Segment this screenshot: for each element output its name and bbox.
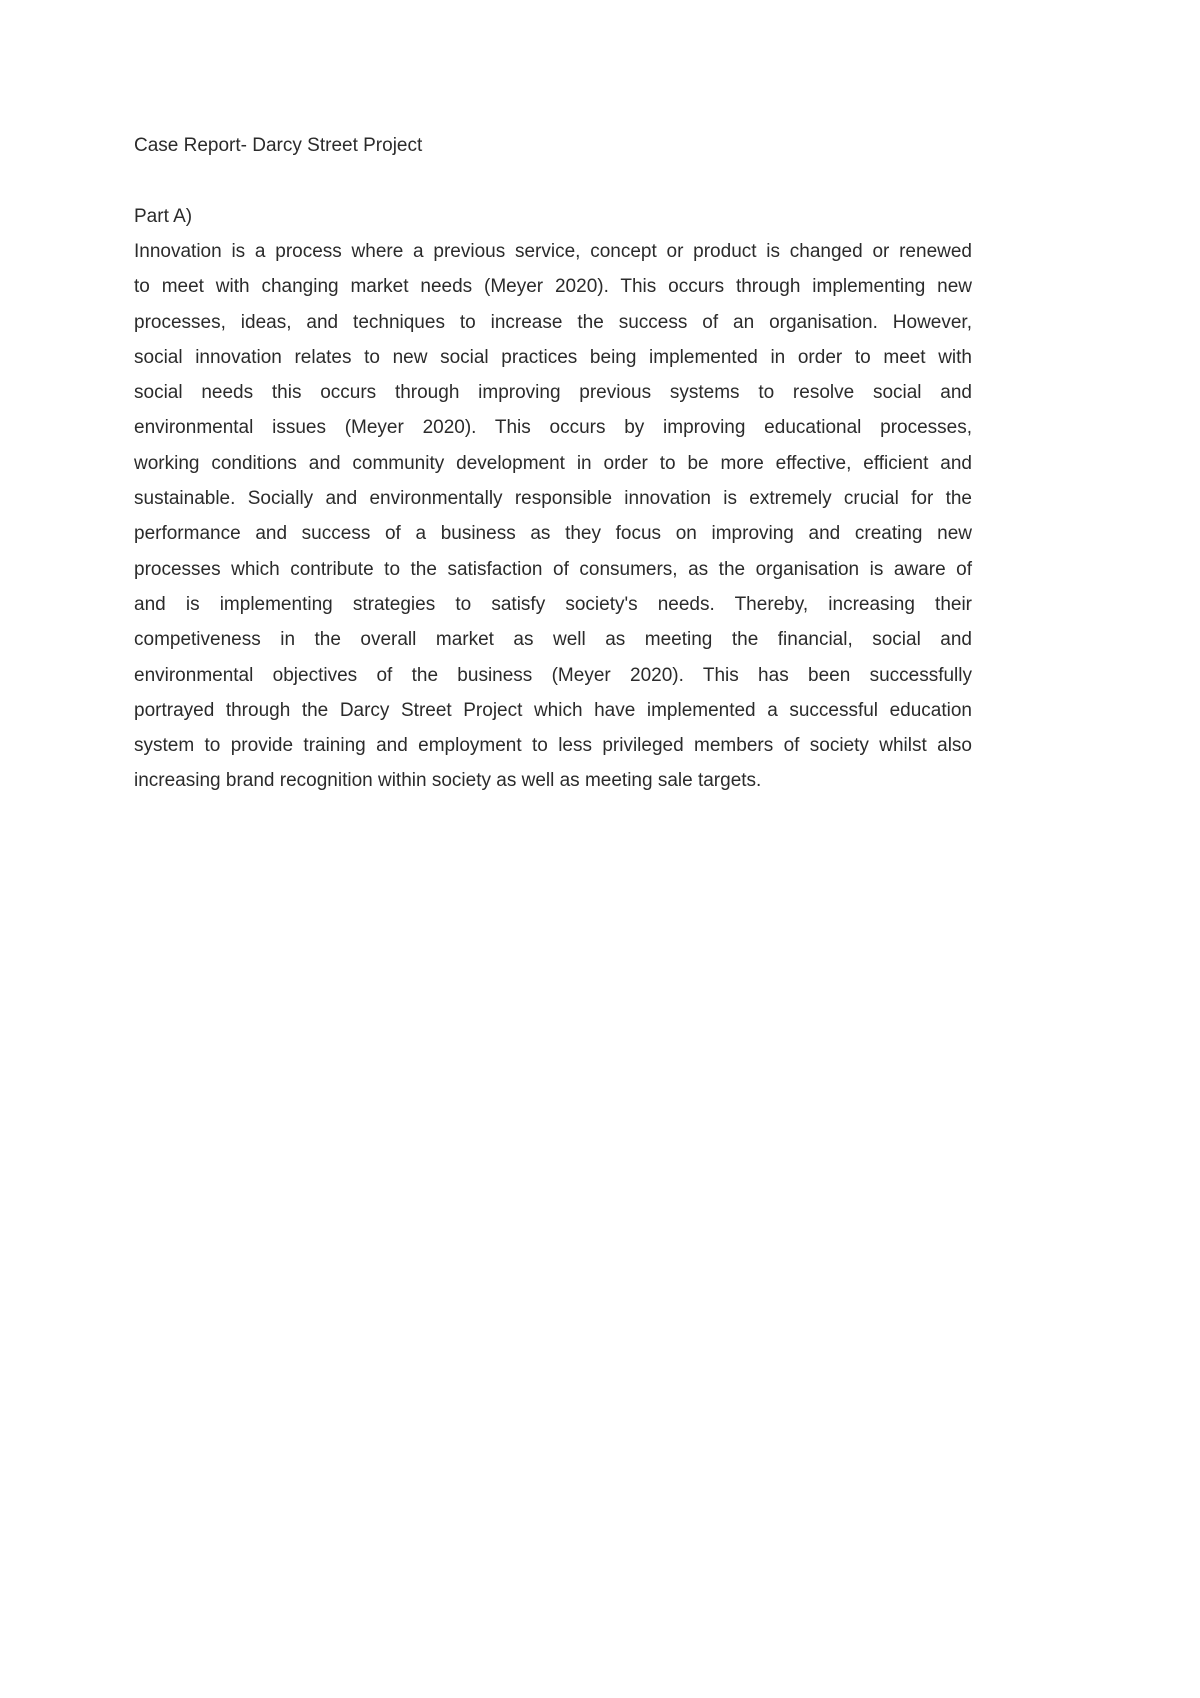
paragraph-line: social needs this occurs through improving previous systems to resolve social and xyxy=(134,382,972,404)
paragraph-line: increasing brand recognition within society as well as meeting sale targets. xyxy=(134,770,762,792)
paragraph-line: environmental issues (Meyer 2020). This occurs by improving educational processes, xyxy=(134,417,972,439)
paragraph-line: and is implementing strategies to satisfy society's needs. Thereby, increasing their xyxy=(134,593,972,615)
paragraph-line: system to provide training and employment to less privileged members of society whilst also xyxy=(134,735,972,757)
paragraph-line: processes, ideas, and techniques to increase the success of an organisation. However, xyxy=(134,311,972,333)
paragraph-line: working conditions and community development in order to be more effective, efficient and xyxy=(134,452,972,474)
paragraph-line: competiveness in the overall market as well as meeting the financial, social and xyxy=(134,629,972,651)
paragraph-line: processes which contribute to the satisfaction of consumers, as the organisation is aware of xyxy=(134,558,972,580)
paragraph-line: portrayed through the Darcy Street Project which have implemented a successful education xyxy=(134,699,972,721)
paragraph-line: Innovation is a process where a previous service, concept or product is changed or renewed xyxy=(134,241,972,262)
paragraph-line: to meet with changing market needs (Meyer 2020). This occurs through implementing new xyxy=(134,276,972,298)
paragraph-line: environmental objectives of the business (Meyer 2020). This has been successfully xyxy=(134,664,972,686)
body-paragraph xyxy=(134,234,972,799)
paragraph-line: performance and success of a business as they focus on improving and creating new xyxy=(134,523,972,545)
section-heading: Part A) xyxy=(134,206,193,227)
paragraph-line: social innovation relates to new social practices being implemented in order to meet with xyxy=(134,346,972,368)
document-title: Case Report- Darcy Street Project xyxy=(134,135,423,156)
paragraph-line: sustainable. Socially and environmentally responsible innovation is extremely crucial for the xyxy=(134,488,972,510)
